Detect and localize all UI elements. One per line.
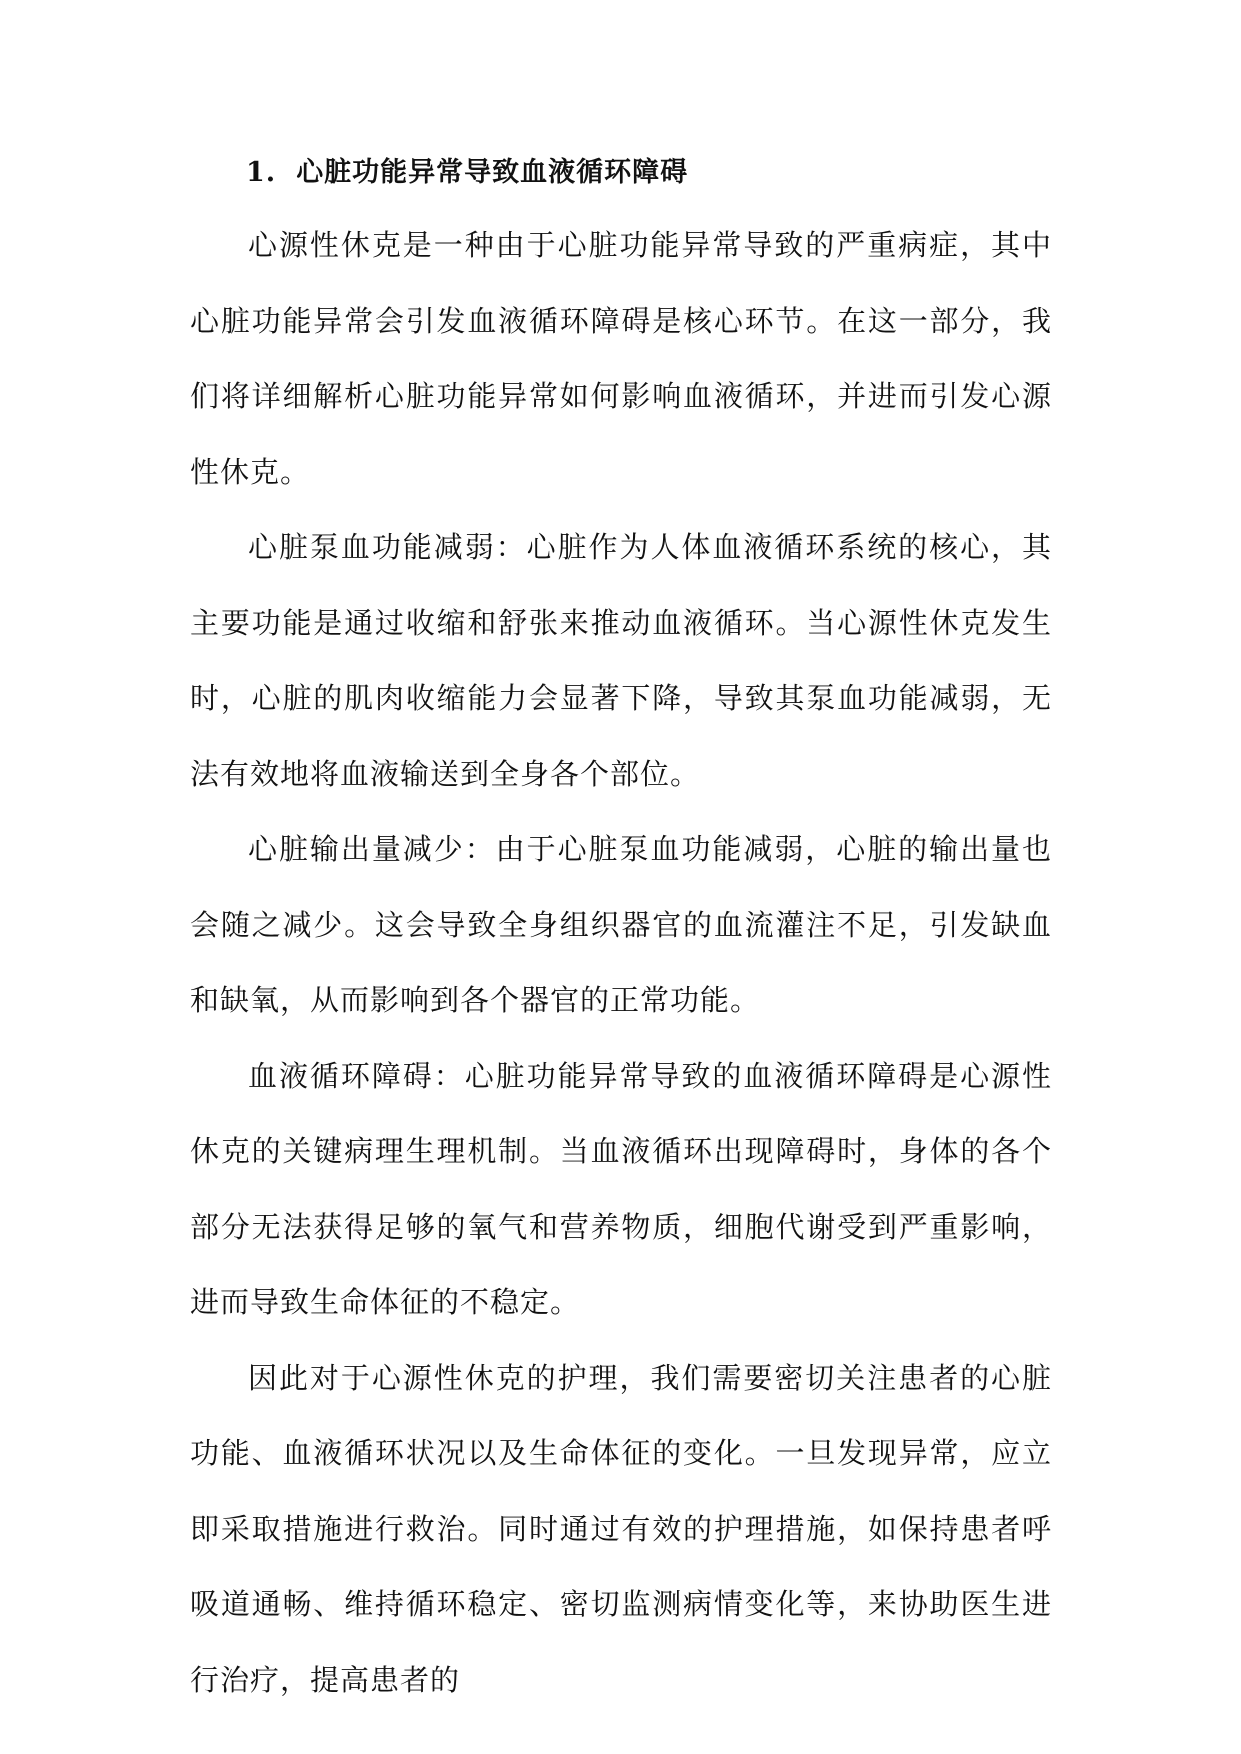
section-title: 心脏功能异常导致血液循环障碍 — [296, 157, 689, 188]
paragraph-cardiac-output: 心脏输出量减少：由于心脏泵血功能减弱，心脏的输出量也会随之减少。这会导致全身组织器官的血流灌注不足，引发缺血和缺氧，从而影响到各个器官的正常功能。 — [190, 832, 1052, 1017]
document-body — [190, 148, 1052, 1718]
paragraph-nursing: 因此对于心源性休克的护理，我们需要密切关注患者的心脏功能、血液循环状况以及生命体征的变化。一旦发现异常，应立即采取措施进行救治。同时通过有效的护理措施，如保持患者呼吸道通畅、维持循环稳定、密切监测病情变化等，来协助医生进行治疗，提高患者的 — [190, 1360, 1052, 1697]
section-number: 1. — [246, 157, 277, 188]
paragraph-pump-function: 心脏泵血功能减弱：心脏作为人体血液循环系统的核心，其主要功能是通过收缩和舒张来推动血液循环。当心源性休克发生时，心脏的肌肉收缩能力会显著下降，导致其泵血功能减弱，无法有效地将血液输送到全身各个部位。 — [190, 530, 1052, 791]
paragraph-circulation-disorder: 血液循环障碍：心脏功能异常导致的血液循环障碍是心源性休克的关键病理生理机制。当血液循环出现障碍时，身体的各个部分无法获得足够的氧气和营养物质，细胞代谢受到严重影响，进而导致生命体征的不稳定。 — [190, 1058, 1052, 1319]
paragraph-intro: 心源性休克是一种由于心脏功能异常导致的严重病症，其中心脏功能异常会引发血液循环障碍是核心环节。在这一部分，我们将详细解析心脏功能异常如何影响血液循环，并进而引发心源性休克。 — [190, 228, 1052, 489]
section-heading — [190, 148, 1052, 208]
